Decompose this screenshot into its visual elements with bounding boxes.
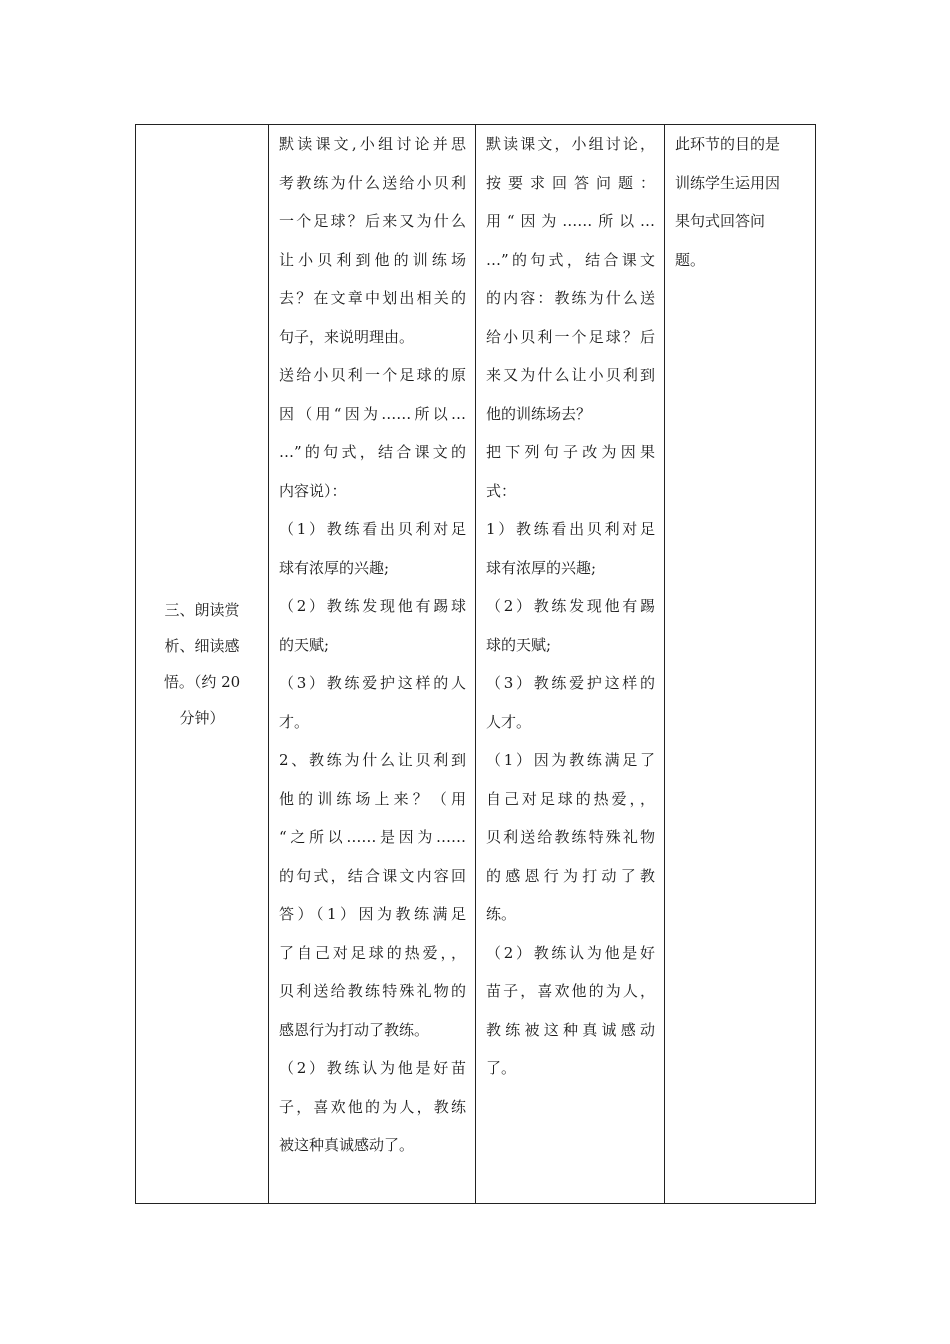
- text-line: 人才。: [486, 712, 532, 731]
- text-line: 感恩行为打动了教练。: [279, 1020, 430, 1039]
- text-line: 送给小贝利一个足球的原: [279, 366, 466, 384]
- text-line: 题。: [675, 250, 706, 269]
- text-line: 让小贝利到他的训练场: [279, 250, 466, 269]
- text-line: 来又为什么让小贝利到: [486, 366, 655, 384]
- text-line: 按要求回答问题：: [486, 173, 655, 192]
- lesson-plan-table: [135, 124, 816, 1204]
- text-line: 练。: [486, 905, 517, 923]
- text-line: （1）因为教练满足了: [486, 751, 655, 769]
- text-line: …”的句式，结合课文: [486, 250, 655, 269]
- text-line: 被这种真诚感动了。: [279, 1136, 415, 1154]
- text-line: （3）教练爱护这样的: [486, 674, 655, 692]
- text-line: 默读课文，小组讨论，: [486, 135, 655, 153]
- text-line: 子，喜欢他的为人，教练: [279, 1097, 466, 1116]
- text-line: （2）教练发现他有踢球: [279, 597, 466, 615]
- text-line: 了。: [486, 1059, 517, 1077]
- design-intent-cell: [665, 125, 816, 1204]
- text-line: 球有浓厚的兴趣;: [486, 558, 597, 577]
- text-line: 球有浓厚的兴趣;: [279, 558, 390, 577]
- text-line: 的句式，结合课文内容回: [279, 866, 466, 885]
- text-line: 默读课文,小组讨论并思: [279, 135, 466, 153]
- text-line: 式：: [486, 481, 517, 500]
- text-line: 才。: [279, 712, 310, 731]
- text-line: （1）教练看出贝利对足: [279, 520, 466, 538]
- text-line: 一个足球？后来又为什么: [279, 212, 466, 230]
- text-line: 球的天赋;: [486, 635, 552, 654]
- stage-cell: [136, 125, 269, 1204]
- table-row: [136, 125, 816, 1204]
- text-line: 的感恩行为打动了教: [486, 866, 655, 885]
- text-line: 此环节的目的是: [675, 135, 781, 153]
- text-line: 果句式回答问: [675, 212, 766, 230]
- text-line: 了自己对足球的热爱，，: [279, 943, 466, 962]
- text-line: 内容说）：: [279, 481, 347, 500]
- text-line: 训练学生运用因: [675, 173, 781, 192]
- design-intent-text: [665, 125, 815, 279]
- stage-label: 三、朗读赏析、细读感悟。（约 20 分钟）: [163, 601, 241, 727]
- text-line: 的内容：教练为什么送: [486, 289, 655, 307]
- text-line: “之所以……是因为……: [279, 828, 466, 846]
- text-line: 给小贝利一个足球？后: [486, 327, 655, 346]
- text-line: （2）教练认为他是好苗: [279, 1059, 466, 1077]
- text-line: 苗子，喜欢他的为人，: [486, 982, 655, 1000]
- text-line: 1）教练看出贝利对足: [486, 520, 655, 538]
- text-line: 把下列句子改为因果: [486, 443, 655, 461]
- text-line: 用“因为……所以…: [486, 212, 655, 230]
- text-line: 去？在文章中划出相关的: [279, 289, 466, 307]
- text-line: 他的训练场去？: [486, 404, 592, 423]
- text-line: 他的训练场上来？（用: [279, 789, 466, 808]
- text-line: 的天赋;: [279, 635, 330, 654]
- text-line: 教练被这种真诚感动: [486, 1020, 655, 1039]
- text-line: 2、教练为什么让贝利到: [279, 751, 466, 769]
- teacher-activity-text: [269, 125, 475, 1165]
- text-line: 贝利送给教练特殊礼物的: [279, 982, 466, 1000]
- text-line: （2）教练发现他有踢: [486, 597, 655, 615]
- text-line: 因（用“因为……所以…: [279, 404, 466, 423]
- student-activity-cell: [476, 125, 665, 1204]
- text-line: 贝利送给教练特殊礼物: [486, 828, 655, 846]
- student-activity-text: [476, 125, 664, 1088]
- text-line: 答）（1）因为教练满足: [279, 905, 466, 923]
- text-line: （2）教练认为他是好: [486, 943, 655, 962]
- text-line: 考教练为什么送给小贝利: [279, 173, 466, 192]
- text-line: （3）教练爱护这样的人: [279, 674, 466, 692]
- text-line: …”的句式，结合课文的: [279, 443, 466, 461]
- text-line: 句子，来说明理由。: [279, 327, 415, 346]
- teacher-activity-cell: [269, 125, 476, 1204]
- text-line: 自己对足球的热爱，，: [486, 789, 655, 808]
